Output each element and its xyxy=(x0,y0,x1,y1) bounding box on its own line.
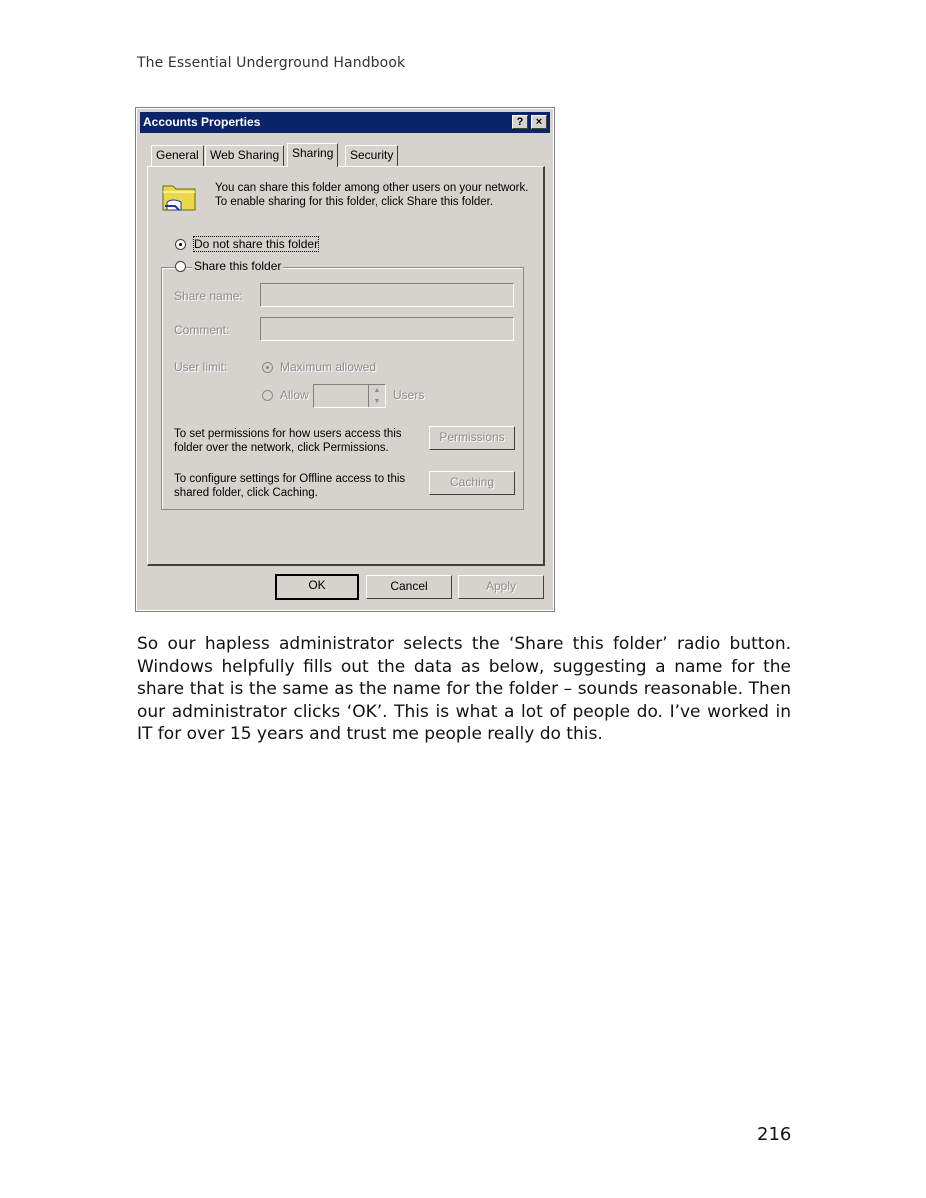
permissions-description: To set permissions for how users access this folder over the network, click Permissions. xyxy=(174,428,402,454)
users-label: Users xyxy=(393,388,425,402)
tab-web-sharing[interactable]: Web Sharing xyxy=(205,145,284,166)
cancel-button[interactable]: Cancel xyxy=(366,575,452,599)
comment-field[interactable] xyxy=(260,317,514,341)
help-button[interactable]: ? xyxy=(512,115,528,129)
sharing-intro-text: You can share this folder among other users on your network. To enable sharing for this folder, click Share this folder. xyxy=(215,182,529,208)
share-name-label: Share name: xyxy=(174,289,243,303)
share-this-folder-label[interactable]: Share this folder xyxy=(194,259,282,273)
permissions-button[interactable]: Permissions xyxy=(429,426,515,450)
apply-button[interactable]: Apply xyxy=(458,575,544,599)
body-paragraph: So our hapless administrator selects the ‘Share this folder’ radio button. Windows helpfully fills out the data as below, suggesting a name for the share that is the same as the name for the folder – sounds reasonable. Then our administrator clicks ‘OK’. This is what a lot of people do. I’ve worked in IT for over 15 years and trust me people really do this. xyxy=(137,634,791,745)
caching-button[interactable]: Caching xyxy=(429,471,515,495)
dialog-titlebar[interactable] xyxy=(140,112,550,133)
dialog-title: Accounts Properties xyxy=(143,115,261,129)
spin-down-icon[interactable]: ▼ xyxy=(373,398,381,405)
caching-description: To configure settings for Offline access to this shared folder, click Caching. xyxy=(174,473,406,499)
allow-users-spinner[interactable] xyxy=(313,384,386,408)
tab-sharing[interactable]: Sharing xyxy=(287,143,338,167)
share-name-field[interactable] xyxy=(260,283,514,307)
allow-users-radio[interactable] xyxy=(262,390,273,401)
user-limit-label: User limit: xyxy=(174,360,228,374)
shared-folder-icon xyxy=(161,180,199,214)
maximum-allowed-label[interactable]: Maximum allowed xyxy=(280,360,377,374)
spin-up-icon[interactable]: ▲ xyxy=(373,387,381,394)
tab-general[interactable]: General xyxy=(151,145,204,166)
running-header: The Essential Underground Handbook xyxy=(137,55,406,71)
ok-button[interactable]: OK xyxy=(275,574,359,600)
page-number: 216 xyxy=(757,1124,792,1145)
share-this-folder-radio[interactable] xyxy=(175,261,186,272)
comment-label: Comment: xyxy=(174,323,230,337)
do-not-share-label[interactable]: Do not share this folder xyxy=(194,237,319,251)
close-button[interactable]: × xyxy=(531,115,547,129)
allow-label[interactable]: Allow xyxy=(280,388,309,402)
accounts-properties-dialog xyxy=(136,108,554,611)
do-not-share-radio[interactable] xyxy=(175,239,186,250)
maximum-allowed-radio[interactable] xyxy=(262,362,273,373)
tab-security[interactable]: Security xyxy=(345,145,398,166)
spinner-arrows[interactable] xyxy=(368,385,385,407)
